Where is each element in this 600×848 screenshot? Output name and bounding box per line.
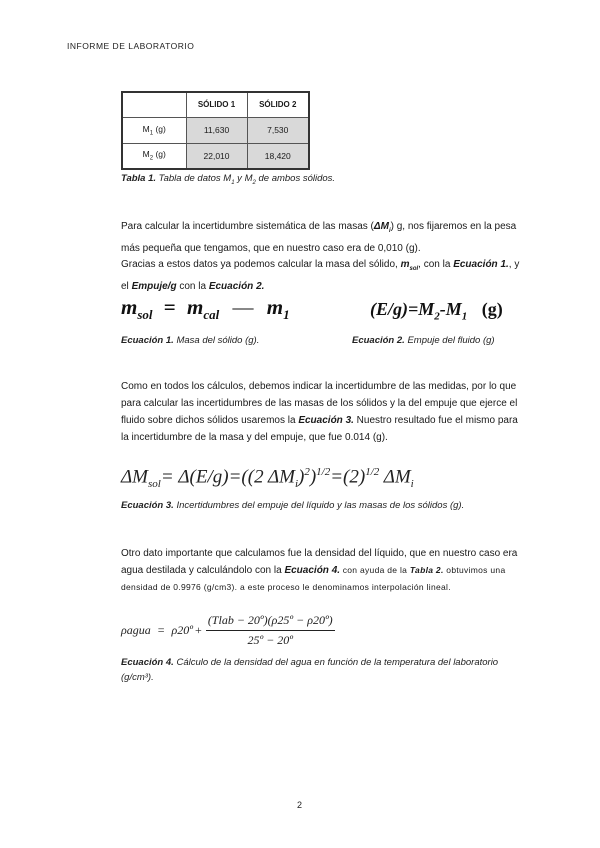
paragraph-2: Gracias a estos datos ya podemos calcular la masa del sólido, $m_{sol}$, con la Ecuación 1., y el Empuje/g con la Ecuación 2. xyxy=(121,259,520,292)
paragraph-4: Otro dato importante que calculamos fue la densidad del líquido, que en nuestro caso era agua destilada y calculándolo con la Ecuación 4. con ayuda de la Tabla 2. obtuvimos una densidad de 0.9976 (g/cm3). a este proceso le denominamos interpolación lineal. xyxy=(121,548,518,592)
paragraph-1: Para calcular la incertidumbre sistemática de las masas $(\Delta M_i)$ g, nos fijaremos en la pesa más pequeña que tengamos, que en nuestro caso era de 0,010 (g). xyxy=(121,221,517,254)
table-header-cell: SÓLIDO 1 xyxy=(186,92,247,117)
fraction: (Tlab − 20º)(ρ25º − ρ20º) 25º − 20º xyxy=(207,613,333,647)
row-label: $M_1$ (g) xyxy=(122,117,186,143)
paragraph-3: Como en todos los cálculos, debemos indicar la incertidumbre de las medidas, por lo que para calcular las incertidumbres de las masas de los sólidos y la del empuje que ejerce el fluido sobre dichos sólidos usaremos la Ecuación 3. Nuestro resultado fue el mismo para la incertidumbre de la masa y del empuje, que fue 0.014 (g). xyxy=(121,381,518,443)
table-cell: 7,530 xyxy=(247,117,309,143)
row-label: $M_2$ (g) xyxy=(122,143,186,169)
table-row xyxy=(122,117,309,143)
table-cell: 11,630 xyxy=(186,117,247,143)
equation-4: ρagua = ρ20º + (Tlab − 20º)(ρ25º − ρ20º) 25º − 20º xyxy=(121,613,333,647)
equation-1: $m_{sol} = m_{cal}$ — $m_1$ xyxy=(121,295,290,323)
table-cell: 18,420 xyxy=(247,143,309,169)
equation-1-caption: Ecuación 1. Masa del sólido (g). xyxy=(121,335,260,346)
equation-3: $\Delta M_{sol}= \Delta(E/g)=((2$ $\Delta M_i)^2)^{1/2}=(2)^{1/2}$ $\Delta M_i$ xyxy=(121,466,414,491)
equation-3-caption: Ecuación 3. Incertidumbres del empuje del líquido y las masas de los sólidos (g). xyxy=(121,500,465,511)
page-number: 2 xyxy=(297,800,303,810)
document-header: INFORME DE LABORATORIO xyxy=(67,41,195,51)
data-table xyxy=(121,91,310,170)
table-caption: Tabla 1. Tabla de datos $M_1$ y $M_2$ de ambos sólidos. xyxy=(121,173,336,186)
equation-2-caption: Ecuación 2. Empuje del fluido (g) xyxy=(352,335,495,346)
table-header-row xyxy=(122,92,309,117)
equation-2: $(E/g)=M_2-M_1$ (g) xyxy=(370,299,503,323)
table-header-cell: SÓLIDO 2 xyxy=(247,92,309,117)
table-row xyxy=(122,143,309,169)
equation-4-caption: Ecuación 4. Cálculo de la densidad del agua en función de la temperatura del laboratorio (g/cm³). xyxy=(121,657,499,683)
table-cell: 22,010 xyxy=(186,143,247,169)
table-header-cell xyxy=(122,92,186,117)
